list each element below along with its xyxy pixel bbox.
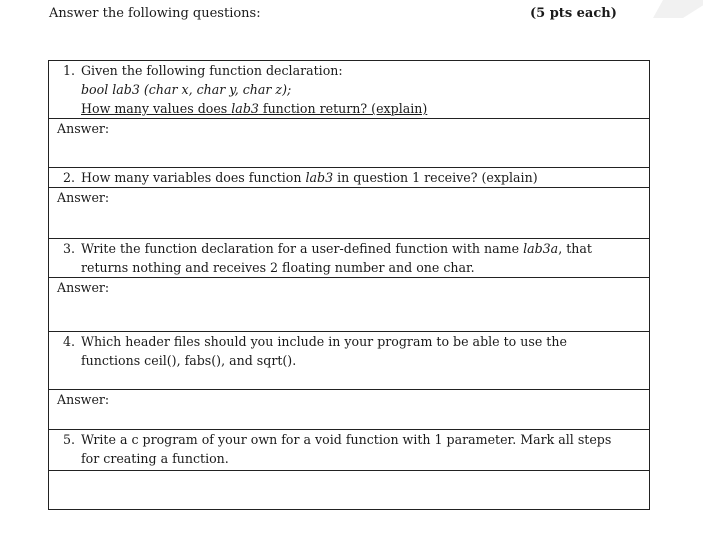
question-row-2 xyxy=(49,168,650,188)
question-row-4 xyxy=(49,332,650,390)
question-row-5 xyxy=(49,430,650,471)
answer-row-4[interactable] xyxy=(49,390,650,430)
answer-label: Answer: xyxy=(57,121,110,136)
instructions-heading: Answer the following questions: xyxy=(49,6,261,21)
question-3-line-2: returns nothing and receives 2 floating number and one char. xyxy=(81,260,475,275)
corner-decoration xyxy=(653,0,703,18)
answer-row-5[interactable] xyxy=(49,471,650,510)
answer-row-2[interactable] xyxy=(49,188,650,239)
question-row-1 xyxy=(49,61,650,119)
question-3-line-1: Write the function declaration for a user-defined function with name lab3a, that xyxy=(81,241,592,256)
answer-label: Answer: xyxy=(57,190,110,205)
answer-row-3[interactable] xyxy=(49,278,650,332)
question-4-line-1: Which header files should you include in your program to be able to use the xyxy=(81,334,567,349)
question-number: 3. xyxy=(63,241,76,256)
question-row-3 xyxy=(49,239,650,278)
question-number: 4. xyxy=(63,334,76,349)
question-4-line-2: functions ceil(), fabs(), and sqrt(). xyxy=(81,353,297,368)
question-2-text: How many variables does function lab3 in question 1 receive? (explain) xyxy=(81,170,538,185)
points-label: (5 pts each) xyxy=(530,6,617,21)
answer-label: Answer: xyxy=(57,280,110,295)
question-1-line-1: Given the following function declaration: xyxy=(81,63,343,78)
function-declaration-text: bool lab3 (char x, char y, char z); xyxy=(81,82,292,97)
question-number: 1. xyxy=(63,63,76,78)
question-5-line-2: for creating a function. xyxy=(81,451,229,466)
question-number: 2. xyxy=(63,170,76,185)
questions-table xyxy=(48,60,650,510)
question-5-line-1: Write a c program of your own for a void function with 1 parameter. Mark all steps xyxy=(81,432,612,447)
answer-row-1[interactable] xyxy=(49,119,650,168)
question-number: 5. xyxy=(63,432,76,447)
question-1-line-3: How many values does lab3 function return? (explain) xyxy=(81,101,428,116)
answer-label: Answer: xyxy=(57,392,110,407)
